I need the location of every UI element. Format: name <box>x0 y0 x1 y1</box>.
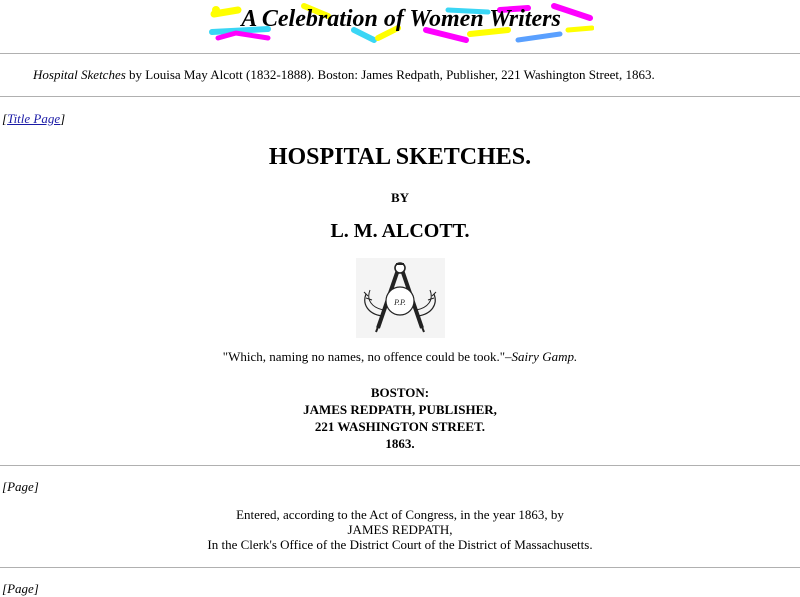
book-citation <box>33 67 655 83</box>
copyright-line: JAMES REDPATH, <box>347 522 453 537</box>
book-title: HOSPITAL SKETCHES. <box>268 144 532 170</box>
copyright-line: In the Clerk's Office of the District Court of the District of Massachusetts. <box>207 537 593 552</box>
imprint-city: BOSTON: <box>370 385 430 400</box>
copyright-line: Entered, according to the Act of Congress, in the year 1863, by <box>236 507 564 522</box>
author-name: L. M. ALCOTT. <box>330 220 470 242</box>
divider <box>0 465 800 466</box>
divider <box>0 567 800 568</box>
page-marker: [Page] <box>2 581 39 596</box>
byline-label: BY <box>390 190 410 205</box>
motto-text: "Which, naming no names, no offence could be took."– <box>222 349 512 364</box>
compass-seal-icon <box>356 258 445 338</box>
imprint-year: 1863. <box>385 436 415 451</box>
motto-attribution: Sairy Gamp. <box>511 349 578 364</box>
divider <box>0 96 800 97</box>
imprint-publisher: JAMES REDPATH, PUBLISHER, <box>303 402 497 417</box>
site-banner[interactable] <box>208 0 594 44</box>
title-page-nav: [Title Page] <box>2 111 66 126</box>
copyright-notice <box>0 507 800 552</box>
publisher-imprint <box>0 384 800 452</box>
page-marker: [Page] <box>2 479 39 494</box>
title-page-link[interactable]: Title Page <box>7 111 61 126</box>
motto-quote <box>0 349 800 365</box>
seal-monogram: P.P. <box>394 298 406 307</box>
divider <box>0 53 800 54</box>
citation-book-title: Hospital Sketches <box>33 67 126 82</box>
imprint-address: 221 WASHINGTON STREET. <box>314 419 486 434</box>
citation-details: by Louisa May Alcott (1832-1888). Boston: James Redpath, Publisher, 221 Washington Street, 1863. <box>125 67 655 82</box>
banner-title: A Celebration of Women Writers <box>241 6 561 32</box>
